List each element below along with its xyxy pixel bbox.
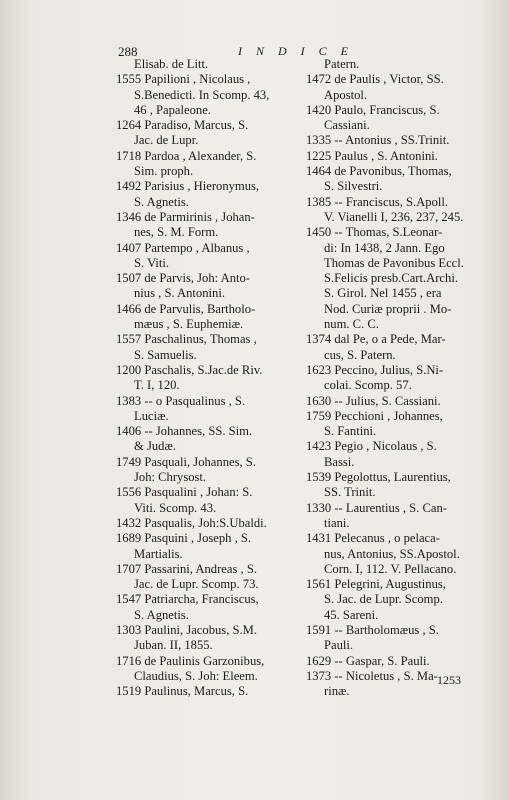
entry-line: tiani. xyxy=(324,515,350,530)
entry-line: S. Agnetis. xyxy=(134,194,189,209)
entry-line: cus, S. Patern. xyxy=(324,347,396,362)
entry-line: Luciæ. xyxy=(134,408,169,423)
entry-line: T. I, 120. xyxy=(134,378,180,393)
entry-line: S. Fantini. xyxy=(324,424,377,439)
index-entry xyxy=(306,623,496,654)
entry-line: 1330 -- Laurentius , S. Can- xyxy=(306,500,447,515)
entry-line: Nod. Curiæ proprii . Mo- xyxy=(324,301,452,316)
entry-line: 1432 Pasqualis, Joh:S.Ubaldi. xyxy=(116,515,267,530)
entry-line: Elisab. de Litt. xyxy=(134,57,209,71)
index-entry xyxy=(306,195,496,226)
entry-line: 1466 de Parvulis, Bartholo- xyxy=(116,301,256,316)
entry-line: 1629 -- Gaspar, S. Pauli. xyxy=(306,653,430,668)
index-entry xyxy=(116,592,306,623)
index-entry xyxy=(116,118,306,149)
catchword: 1253 xyxy=(437,673,461,687)
index-entry xyxy=(306,577,496,623)
index-entry xyxy=(306,363,496,394)
entry-line: 1472 de Paulis , Victor, SS. xyxy=(306,72,444,87)
index-entry xyxy=(306,394,496,409)
index-entry xyxy=(306,332,496,363)
entry-line: 1492 Parisius , Hieronymus, xyxy=(116,179,260,194)
entry-line: 1406 -- Johannes, SS. Sim. xyxy=(116,424,253,439)
entry-line: 1623 Peccino, Julius, S.Ni- xyxy=(306,362,444,377)
entry-line: S.Felicis presb.Cart.Archi. xyxy=(324,271,458,286)
entry-line: 1519 Paulinus, Marcus, S. xyxy=(116,684,249,699)
entry-line: 1759 Pecchioni , Johannes, xyxy=(306,408,443,423)
entry-line: 1557 Paschalinus, Thomas , xyxy=(116,332,257,347)
entry-line: 1707 Passarini, Andreas , S. xyxy=(116,561,257,576)
index-entry xyxy=(306,57,496,72)
index-entry xyxy=(116,271,306,302)
entry-line: 1561 Pelegrini, Augustinus, xyxy=(306,577,446,592)
entry-line: 1385 -- Franciscus, S.Apoll. xyxy=(306,194,449,209)
entry-line: 1225 Paulus , S. Antonini. xyxy=(306,148,438,163)
entry-line: rinæ. xyxy=(324,684,350,699)
index-entry xyxy=(116,516,306,531)
entry-line: & Judæ. xyxy=(134,439,176,454)
index-entry xyxy=(116,485,306,516)
index-entry xyxy=(306,654,496,669)
entry-line: 45. Sareni. xyxy=(324,607,379,622)
index-entry xyxy=(306,133,496,148)
entry-line: S. Viti. xyxy=(134,255,170,270)
entry-line: 1335 -- Antonius , SS.Trinit. xyxy=(306,133,450,148)
entry-line: mæus , S. Euphemiæ. xyxy=(134,317,244,332)
entry-line: Corn. I, 112. V. Pellacano. xyxy=(324,561,457,576)
entry-line: 1346 de Parmirinis , Johan- xyxy=(116,209,255,224)
entry-line: 1450 -- Thomas, S.Leonar- xyxy=(306,225,443,240)
entry-line: nius , S. Antonini. xyxy=(134,286,225,301)
index-entry xyxy=(116,302,306,333)
entry-line: Jac. de Lupr. Scomp. 73. xyxy=(134,577,259,592)
entry-line: Jac. de Lupr. xyxy=(134,133,199,148)
index-entry xyxy=(116,363,306,394)
index-entry xyxy=(306,409,496,440)
entry-line: 1383 -- o Pasqualinus , S. xyxy=(116,393,246,408)
left-column xyxy=(116,57,306,699)
index-entry xyxy=(306,164,496,195)
entry-line: 1689 Pasquini , Joseph , S. xyxy=(116,531,252,546)
entry-line: Apostol. xyxy=(324,87,368,102)
entry-line: 1420 Paulo, Franciscus, S. xyxy=(306,102,440,117)
entry-line: colai. Scomp. 57. xyxy=(324,378,412,393)
running-title: INDICE xyxy=(238,44,362,58)
index-entry xyxy=(116,210,306,241)
entry-line: 1718 Pardoa , Alexander, S. xyxy=(116,148,257,163)
entry-line: Juban. II, 1855. xyxy=(134,638,213,653)
entry-line: V. Vianelli I, 236, 237, 245. xyxy=(324,209,464,224)
entry-line: nus, Antonius, SS.Apostol. xyxy=(324,546,460,561)
entry-line: 1464 de Pavonibus, Thomas, xyxy=(306,164,452,179)
index-entry xyxy=(306,470,496,501)
entry-line: 1431 Pelecanus , o pelaca- xyxy=(306,531,440,546)
entry-line: 1555 Papilioni , Nicolaus , xyxy=(116,72,251,87)
index-entry xyxy=(116,562,306,593)
entry-line: 46 , Papaleone. xyxy=(134,102,211,117)
index-entry xyxy=(116,684,306,699)
entry-line: Pauli. xyxy=(324,638,354,653)
entry-line: Viti. Scomp. 43. xyxy=(134,500,217,515)
entry-line: 1507 de Parvis, Joh: Anto- xyxy=(116,271,250,286)
entry-line: S. Jac. de Lupr. Scomp. xyxy=(324,592,443,607)
entry-line: S.Benedicti. In Scomp. 43, xyxy=(134,87,270,102)
index-entry xyxy=(306,501,496,532)
entry-line: 1716 de Paulinis Garzonibus, xyxy=(116,653,265,668)
entry-line: Patern. xyxy=(324,57,360,71)
index-entry xyxy=(306,531,496,577)
index-entry xyxy=(306,72,496,103)
page-number: 288 xyxy=(118,44,138,59)
entry-line: 1407 Partempo , Albanus , xyxy=(116,240,250,255)
entry-line: 1547 Patriarcha, Franciscus, xyxy=(116,592,259,607)
index-entry xyxy=(116,72,306,118)
entry-line: Thomas de Pavonibus Eccl. xyxy=(324,255,464,270)
entry-line: Bassi. xyxy=(324,454,355,469)
entry-line: 1591 -- Bartholomæus , S. xyxy=(306,622,439,637)
index-entry xyxy=(116,179,306,210)
entry-line: 1200 Paschalis, S.Jac.de Riv. xyxy=(116,362,263,377)
index-entry xyxy=(116,241,306,272)
entry-line: 1373 -- Nicoletus , S. Ma- xyxy=(306,668,438,683)
entry-line: 1264 Paradiso, Marcus, S. xyxy=(116,118,249,133)
entry-line: 1556 Pasqualini , Johan: S. xyxy=(116,485,253,500)
entry-line: num. C. C. xyxy=(324,317,379,332)
entry-line: Cassiani. xyxy=(324,118,370,133)
index-entry xyxy=(306,149,496,164)
entry-line: nes, S. M. Form. xyxy=(134,225,219,240)
entry-line: 1374 dal Pe, o a Pede, Mar- xyxy=(306,332,446,347)
entry-line: Joh: Chrysost. xyxy=(134,470,207,485)
index-entry xyxy=(116,424,306,455)
entry-line: SS. Trinit. xyxy=(324,485,376,500)
index-entry xyxy=(116,394,306,425)
entry-line: 1423 Pegio , Nicolaus , S. xyxy=(306,439,437,454)
entry-line: Martialis. xyxy=(134,546,183,561)
index-entry xyxy=(116,149,306,180)
index-entry xyxy=(306,439,496,470)
entry-line: di: In 1438, 2 Jann. Ego xyxy=(324,240,445,255)
entry-line: S. Agnetis. xyxy=(134,607,189,622)
entry-line: S. Girol. Nel 1455 , era xyxy=(324,286,442,301)
entry-line: S. Samuelis. xyxy=(134,347,197,362)
right-column xyxy=(306,57,496,699)
index-entry xyxy=(116,623,306,654)
entry-line: 1303 Paulini, Jacobus, S.M. xyxy=(116,622,257,637)
index-entry xyxy=(306,103,496,134)
index-entry xyxy=(116,654,306,685)
entry-line: 1630 -- Julius, S. Cassiani. xyxy=(306,393,441,408)
entry-line: Claudius, S. Joh: Eleem. xyxy=(134,668,258,683)
index-entry xyxy=(116,332,306,363)
entry-line: 1749 Pasquali, Johannes, S. xyxy=(116,454,256,469)
index-entry xyxy=(116,455,306,486)
entry-line: 1539 Pegolottus, Laurentius, xyxy=(306,470,451,485)
entry-line: S. Silvestri. xyxy=(324,179,383,194)
index-entry xyxy=(306,669,496,700)
index-entry xyxy=(116,57,306,72)
entry-line: Sim. proph. xyxy=(134,164,194,179)
index-entry xyxy=(306,225,496,332)
index-entry xyxy=(116,531,306,562)
